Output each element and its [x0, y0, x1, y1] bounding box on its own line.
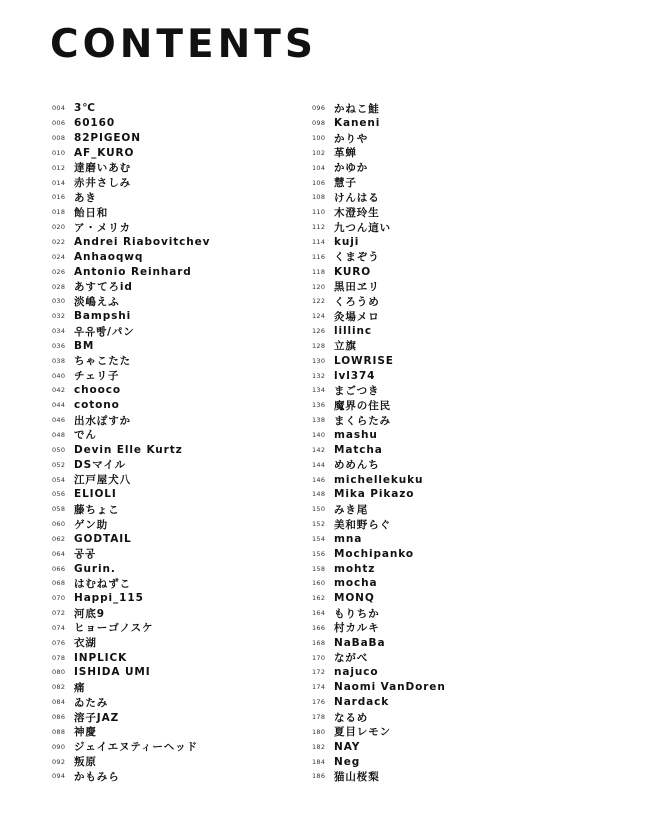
artist-name: Andrei Riabovitchev — [74, 236, 211, 249]
page-number: 076 — [52, 638, 66, 647]
page-number: 016 — [52, 193, 66, 202]
page-number: 014 — [52, 178, 66, 187]
artist-name: 神慶 — [74, 726, 97, 739]
artist-name: 達磨いあむ — [74, 162, 131, 175]
artist-name: chooco — [74, 384, 121, 397]
contents-entry — [312, 235, 612, 250]
artist-name: 革蝉 — [334, 147, 357, 160]
contents-entry — [312, 635, 612, 650]
contents-entry — [52, 680, 307, 695]
page-number: 106 — [312, 178, 326, 187]
page-number: 022 — [52, 238, 66, 247]
page-number: 074 — [52, 623, 66, 632]
artist-name: もりちか — [334, 607, 380, 620]
page-number: 052 — [52, 460, 66, 469]
contents-entry — [312, 621, 612, 636]
contents-entry — [312, 472, 612, 487]
artist-name: ゐたみ — [74, 696, 109, 709]
artist-name: michellekuku — [334, 473, 424, 486]
page-number: 128 — [312, 341, 326, 350]
contents-entry — [52, 353, 307, 368]
page-number: 178 — [312, 713, 326, 722]
page-number: 108 — [312, 193, 326, 202]
page-number: 066 — [52, 564, 66, 573]
artist-name: MONQ — [334, 592, 375, 605]
page-number: 118 — [312, 267, 326, 276]
artist-name: lvl374 — [334, 369, 376, 382]
artist-name: NAY — [334, 740, 361, 753]
page-number: 186 — [312, 772, 326, 781]
artist-name: 衣湖 — [74, 637, 97, 650]
page-number: 036 — [52, 341, 66, 350]
contents-entry — [312, 754, 612, 769]
page-number: 174 — [312, 683, 326, 692]
contents-entry — [52, 591, 307, 606]
artist-name: Matcha — [334, 443, 383, 456]
artist-name: NaBaBa — [334, 636, 386, 649]
page-number: 086 — [52, 713, 66, 722]
contents-entry — [52, 665, 307, 680]
contents-entry — [312, 546, 612, 561]
contents-entry — [312, 249, 612, 264]
page-number: 070 — [52, 594, 66, 603]
contents-entry — [312, 413, 612, 428]
page-number: 080 — [52, 668, 66, 677]
contents-entry — [52, 442, 307, 457]
artist-name: Gurin. — [74, 562, 116, 575]
artist-name: mashu — [334, 428, 378, 441]
contents-entry — [52, 413, 307, 428]
page-number: 170 — [312, 653, 326, 662]
page-number: 102 — [312, 148, 326, 157]
page-number: 006 — [52, 119, 66, 128]
artist-name: かもみら — [74, 770, 120, 783]
contents-entry — [52, 324, 307, 339]
artist-name: 82PIGEON — [74, 132, 141, 145]
contents-entry — [312, 710, 612, 725]
contents-entry — [312, 220, 612, 235]
artist-name: Anhaoqwq — [74, 250, 144, 263]
page-number: 042 — [52, 386, 66, 395]
page-number: 138 — [312, 416, 326, 425]
contents-column-left — [52, 101, 307, 784]
page-number: 008 — [52, 134, 66, 143]
artist-name: ISHIDA UMI — [74, 666, 151, 679]
contents-entry — [52, 249, 307, 264]
contents-entry — [52, 235, 307, 250]
contents-entry — [52, 160, 307, 175]
page-number: 034 — [52, 327, 66, 336]
contents-entry — [312, 769, 612, 784]
page-number: 012 — [52, 163, 66, 172]
page-number: 018 — [52, 208, 66, 217]
artist-name: かゆか — [334, 162, 369, 175]
artist-name: 溶子JAZ — [74, 711, 120, 724]
artist-name: かりや — [334, 132, 369, 145]
page-number: 020 — [52, 223, 66, 232]
contents-entry — [52, 487, 307, 502]
artist-name: みき尾 — [334, 503, 369, 516]
contents-entry — [312, 576, 612, 591]
contents-entry — [312, 339, 612, 354]
contents-entry — [52, 769, 307, 784]
contents-entry — [312, 680, 612, 695]
artist-name: 赤井さしみ — [74, 177, 131, 190]
page-number: 168 — [312, 638, 326, 647]
contents-entry — [52, 339, 307, 354]
artist-name: Kaneni — [334, 117, 381, 130]
page-number: 182 — [312, 742, 326, 751]
artist-name: 美和野らぐ — [334, 518, 391, 531]
contents-entry — [312, 561, 612, 576]
artist-name: 공공 — [74, 548, 97, 561]
contents-entry — [312, 487, 612, 502]
page-number: 030 — [52, 297, 66, 306]
contents-entry — [52, 517, 307, 532]
page-number: 166 — [312, 623, 326, 632]
contents-entry — [52, 294, 307, 309]
contents-entry — [52, 383, 307, 398]
artist-name: mna — [334, 532, 363, 545]
page-number: 144 — [312, 460, 326, 469]
contents-entry — [52, 695, 307, 710]
artist-name: KURO — [334, 265, 372, 278]
artist-name: 立旗 — [334, 340, 357, 353]
page-number: 044 — [52, 401, 66, 410]
artist-name: GODTAIL — [74, 532, 132, 545]
contents-entry — [312, 442, 612, 457]
page-number: 142 — [312, 445, 326, 454]
contents-entry — [312, 160, 612, 175]
artist-name: ア・メリカ — [74, 221, 131, 234]
artist-name: DSマイル — [74, 459, 127, 472]
page-number: 094 — [52, 772, 66, 781]
artist-name: Mochipanko — [334, 547, 414, 560]
contents-entry — [312, 591, 612, 606]
artist-name: 藤ちょこ — [74, 503, 120, 516]
page-number: 078 — [52, 653, 66, 662]
contents-entry — [312, 650, 612, 665]
contents-entry — [312, 101, 612, 116]
page-number: 112 — [312, 223, 326, 232]
artist-name: ヒョーゴノスケ — [74, 622, 154, 635]
contents-entry — [52, 175, 307, 190]
page-number: 104 — [312, 163, 326, 172]
contents-entry — [52, 606, 307, 621]
artist-name: BM — [74, 339, 95, 352]
contents-entry — [52, 710, 307, 725]
contents-entry — [52, 428, 307, 443]
contents-entry — [52, 724, 307, 739]
contents-entry — [52, 398, 307, 413]
contents-entry — [312, 353, 612, 368]
contents-entry — [312, 398, 612, 413]
artist-name: まごつき — [334, 384, 380, 397]
contents-entry — [312, 665, 612, 680]
contents-entry — [52, 502, 307, 517]
contents-entry — [312, 517, 612, 532]
artist-name: くろうめ — [334, 295, 380, 308]
contents-entry — [52, 205, 307, 220]
artist-name: 우유빵/パン — [74, 325, 135, 338]
artist-name: lillinc — [334, 325, 372, 338]
page-number: 152 — [312, 520, 326, 529]
artist-name: 猫山桜梨 — [334, 770, 380, 783]
contents-entry — [52, 264, 307, 279]
contents-entry — [52, 220, 307, 235]
artist-name: INPLICK — [74, 651, 128, 664]
contents-entry — [312, 606, 612, 621]
contents-entry — [312, 724, 612, 739]
artist-name: kuji — [334, 236, 360, 249]
page-number: 068 — [52, 579, 66, 588]
artist-name: あき — [74, 191, 97, 204]
page-number: 082 — [52, 683, 66, 692]
artist-name: Devin Elle Kurtz — [74, 443, 183, 456]
page-number: 172 — [312, 668, 326, 677]
page-number: 156 — [312, 549, 326, 558]
page-number: 120 — [312, 282, 326, 291]
artist-name: 飴日和 — [74, 206, 109, 219]
contents-entry — [52, 279, 307, 294]
contents-entry — [312, 309, 612, 324]
page-number: 184 — [312, 757, 326, 766]
page-number: 088 — [52, 727, 66, 736]
artist-name: Mika Pikazo — [334, 488, 415, 501]
contents-entry — [312, 457, 612, 472]
page-number: 056 — [52, 490, 66, 499]
page-number: 124 — [312, 312, 326, 321]
artist-name: 淡嶋えふ — [74, 295, 120, 308]
contents-entry — [312, 131, 612, 146]
page-number: 072 — [52, 609, 66, 618]
contents-entry — [52, 190, 307, 205]
contents-entry — [52, 101, 307, 116]
contents-entry — [312, 324, 612, 339]
artist-name: チェリ子 — [74, 370, 120, 383]
page-number: 060 — [52, 520, 66, 529]
page-number: 064 — [52, 549, 66, 558]
page-number: 116 — [312, 252, 326, 261]
contents-entry — [52, 131, 307, 146]
contents-entry — [312, 428, 612, 443]
page-number: 114 — [312, 238, 326, 247]
contents-entry — [312, 368, 612, 383]
page-number: 038 — [52, 356, 66, 365]
contents-entry — [52, 650, 307, 665]
page-number: 146 — [312, 475, 326, 484]
contents-column-right — [312, 101, 612, 784]
page-number: 134 — [312, 386, 326, 395]
page-number: 032 — [52, 312, 66, 321]
contents-entry — [52, 621, 307, 636]
artist-name: 灸場メロ — [334, 310, 380, 323]
artist-name: ゲン助 — [74, 518, 108, 531]
artist-name: 九つん這い — [334, 221, 391, 234]
page-number: 046 — [52, 416, 66, 425]
artist-name: あすてろid — [74, 281, 133, 294]
artist-name: ながべ — [334, 652, 369, 665]
artist-name: めめんち — [334, 459, 380, 472]
contents-entry — [52, 472, 307, 487]
contents-entry — [52, 457, 307, 472]
artist-name: まくらたみ — [334, 414, 391, 427]
contents-entry — [312, 739, 612, 754]
page-number: 050 — [52, 445, 66, 454]
page-title: CONTENTS — [50, 22, 317, 67]
page-number: 154 — [312, 534, 326, 543]
page-number: 024 — [52, 252, 66, 261]
contents-entry — [52, 116, 307, 131]
artist-name: Naomi VanDoren — [334, 681, 446, 694]
page-number: 040 — [52, 371, 66, 380]
page-number: 100 — [312, 134, 326, 143]
artist-name: 村カルキ — [334, 622, 380, 635]
artist-name: でん — [74, 429, 97, 442]
page-number: 028 — [52, 282, 66, 291]
artist-name: 出水ぽすか — [74, 414, 131, 427]
artist-name: はむねずこ — [74, 577, 131, 590]
page-number: 176 — [312, 698, 326, 707]
artist-name: AF_KURO — [74, 146, 135, 159]
page-number: 058 — [52, 505, 66, 514]
artist-name: ELIOLI — [74, 488, 117, 501]
artist-name: Neg — [334, 755, 361, 768]
page-number: 096 — [312, 104, 326, 113]
artist-name: ちゃこたた — [74, 355, 131, 368]
artist-name: Bampshi — [74, 310, 132, 323]
contents-entry — [52, 368, 307, 383]
artist-name: 木澄玲生 — [334, 206, 380, 219]
page-number: 090 — [52, 742, 66, 751]
page-number: 062 — [52, 534, 66, 543]
artist-name: かねこ鮭 — [334, 102, 380, 115]
contents-entry — [52, 739, 307, 754]
page-number: 048 — [52, 430, 66, 439]
contents-entry — [52, 561, 307, 576]
contents-entry — [312, 190, 612, 205]
contents-entry — [312, 695, 612, 710]
artist-name: 黒田ヱリ — [334, 281, 380, 294]
artist-name: mocha — [334, 577, 378, 590]
artist-name: LOWRISE — [334, 354, 394, 367]
artist-name: najuco — [334, 666, 379, 679]
page-number: 010 — [52, 148, 66, 157]
page-number: 160 — [312, 579, 326, 588]
contents-entry — [312, 294, 612, 309]
page-number: 092 — [52, 757, 66, 766]
artist-name: Nardack — [334, 696, 390, 709]
page-number: 132 — [312, 371, 326, 380]
artist-name: 江戸屋犬八 — [74, 474, 131, 487]
page-number: 126 — [312, 327, 326, 336]
page-number: 164 — [312, 609, 326, 618]
artist-name: Happi_115 — [74, 592, 144, 605]
page-number: 148 — [312, 490, 326, 499]
contents-entry — [52, 635, 307, 650]
page-number: 084 — [52, 698, 66, 707]
artist-name: Antonio Reinhard — [74, 265, 192, 278]
page-number: 162 — [312, 594, 326, 603]
page-number: 158 — [312, 564, 326, 573]
page-number: 110 — [312, 208, 326, 217]
page-number: 098 — [312, 119, 326, 128]
page-number: 136 — [312, 401, 326, 410]
contents-entry — [312, 175, 612, 190]
artist-name: 叛原 — [74, 756, 97, 769]
artist-name: 魔界の住民 — [334, 399, 391, 412]
contents-entry — [312, 531, 612, 546]
artist-name: 60160 — [74, 117, 116, 130]
contents-entry — [312, 264, 612, 279]
page-number: 130 — [312, 356, 326, 365]
contents-entry — [312, 146, 612, 161]
contents-entry — [312, 205, 612, 220]
contents-entry — [312, 383, 612, 398]
artist-name: mohtz — [334, 562, 376, 575]
contents-entry — [52, 576, 307, 591]
artist-name: くまぞう — [334, 251, 380, 264]
artist-name: けんはる — [334, 191, 380, 204]
artist-name: 夏目レモン — [334, 726, 391, 739]
page-number: 140 — [312, 430, 326, 439]
artist-name: 3℃ — [74, 102, 96, 115]
contents-entry — [312, 502, 612, 517]
page-number: 054 — [52, 475, 66, 484]
page-number: 026 — [52, 267, 66, 276]
artist-name: cotono — [74, 399, 120, 412]
page-number: 004 — [52, 104, 66, 113]
contents-entry — [312, 116, 612, 131]
contents-entry — [312, 279, 612, 294]
contents-entry — [52, 531, 307, 546]
page-number: 150 — [312, 505, 326, 514]
artist-name: 河底9 — [74, 607, 106, 620]
contents-entry — [52, 754, 307, 769]
artist-name: 痛 — [74, 681, 86, 694]
contents-entry — [52, 146, 307, 161]
artist-name: なるめ — [334, 711, 369, 724]
contents-entry — [52, 309, 307, 324]
page-number: 180 — [312, 727, 326, 736]
artist-name: 慧子 — [334, 177, 357, 190]
contents-entry — [52, 546, 307, 561]
artist-name: ジェイエヌティーヘッド — [74, 741, 198, 754]
page-number: 122 — [312, 297, 326, 306]
